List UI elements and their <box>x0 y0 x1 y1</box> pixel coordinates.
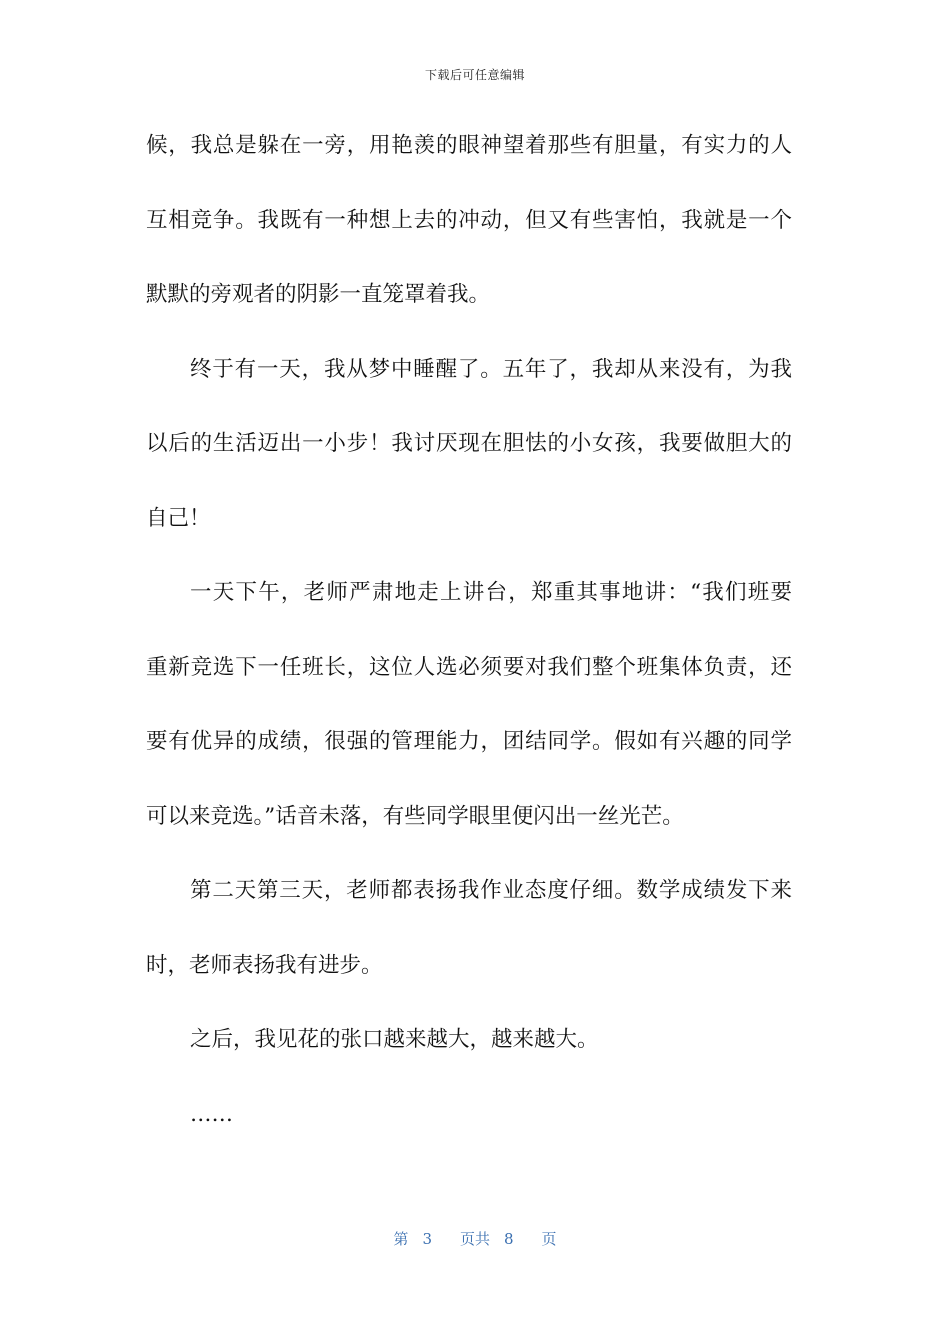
text-line: 要有优异的成绩，很强的管理能力，团结同学。假如有兴趣的同学 <box>146 729 792 754</box>
text-line: 第二天第三天，老师都表扬我作业态度仔细。数学成绩发下来 <box>190 878 792 903</box>
page-header: 下载后可任意编辑 <box>424 68 525 82</box>
text-line: 默默的旁观者的阴影一直笼罩着我。 <box>146 282 491 307</box>
current-page-number: 3 <box>422 1230 432 1248</box>
text-line: 时，老师表扬我有进步。 <box>146 953 383 978</box>
text-line: 终于有一天，我从梦中睡醒了。五年了，我却从来没有，为我 <box>190 357 792 382</box>
footer-prefix: 第 <box>393 1230 409 1248</box>
text-line: 可以来竞选。”话音未落，有些同学眼里便闪出一丝光芒。 <box>146 804 684 829</box>
text-line: 一天下午，老师严肃地走上讲台，郑重其事地讲：“我们班要 <box>190 580 792 605</box>
text-line: 重新竞选下一任班长，这位人选必须要对我们整个班集体负责，还 <box>146 655 792 680</box>
page-footer <box>0 1228 950 1249</box>
text-line: 自己！ <box>146 506 211 531</box>
text-line: 候，我总是躲在一旁，用艳羡的眼神望着那些有胆量，有实力的人 <box>146 133 792 158</box>
footer-middle: 页共 <box>459 1230 490 1248</box>
ellipsis-line: …… <box>190 1102 233 1127</box>
footer-suffix: 页 <box>541 1230 557 1248</box>
text-line: 之后，我见花的张口越来越大，越来越大。 <box>190 1027 599 1052</box>
text-line: 互相竞争。我既有一种想上去的冲动，但又有些害怕，我就是一个 <box>146 208 792 233</box>
total-pages-number: 8 <box>504 1230 514 1248</box>
text-line: 以后的生活迈出一小步！我讨厌现在胆怯的小女孩，我要做胆大的 <box>146 431 792 456</box>
